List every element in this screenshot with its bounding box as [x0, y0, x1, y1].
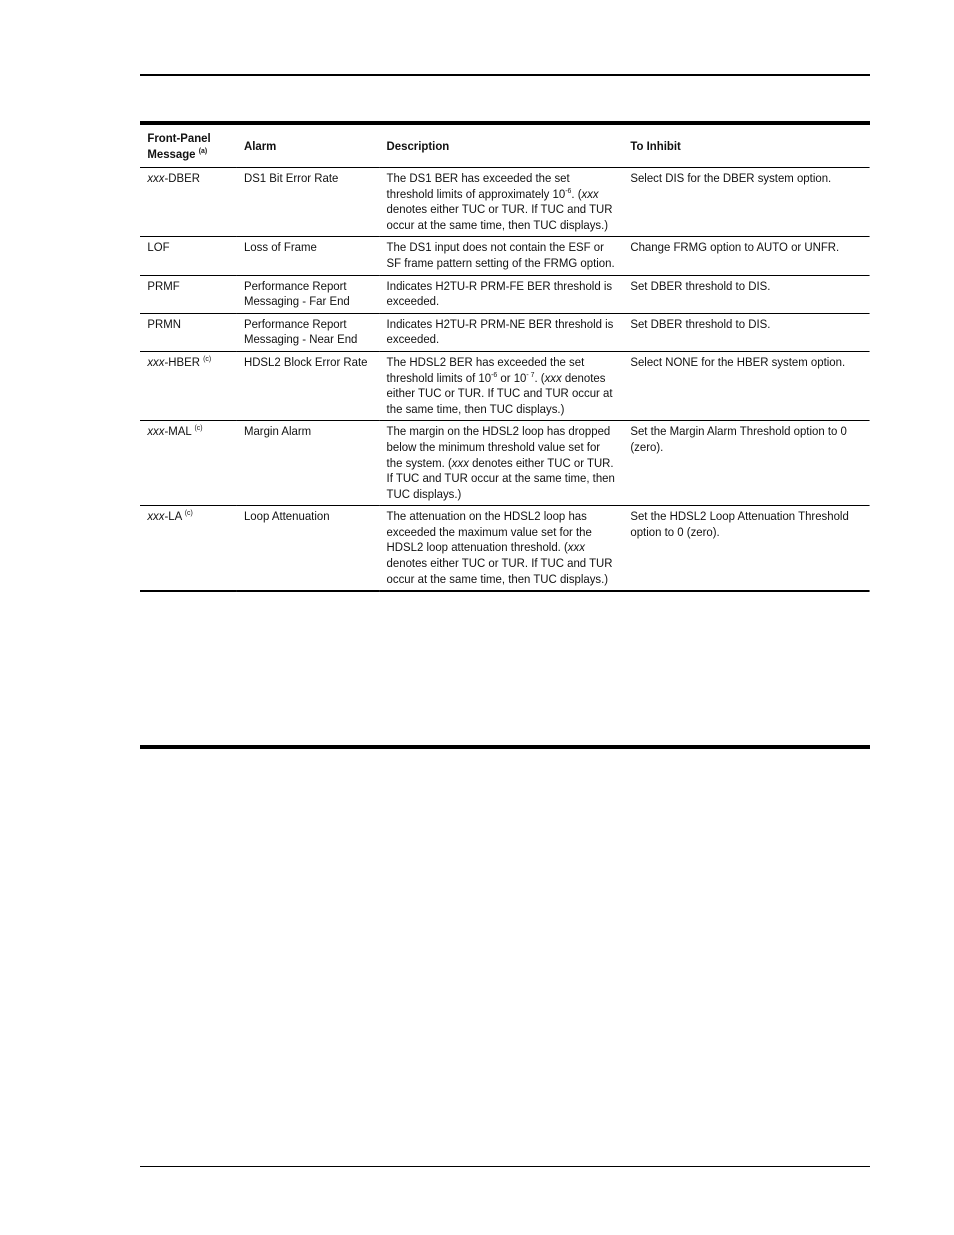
alarm-cell: Margin Alarm	[237, 421, 380, 506]
inhibit-cell: Set DBER threshold to DIS.	[623, 313, 870, 351]
header-rule	[140, 74, 870, 76]
alarm-cell: Performance Report Messaging - Near End	[237, 313, 380, 351]
alarm-cell: Loss of Frame	[237, 237, 380, 275]
message-cell: xxx-HBER $^{(c)}$	[140, 351, 237, 420]
description-cell: The attenuation on the HDSL2 loop has exceeded the maximum value set for the HDSL2 loop attenuation threshold. (xxx denotes either TUC or TUR. If TUC and TUR occur at the same time, then TUC displays.)	[379, 506, 623, 591]
message-cell: PRMF	[140, 275, 237, 313]
description-cell: The DS1 input does not contain the ESF or SF frame pattern setting of the FRMG option.	[379, 237, 623, 275]
table-row	[140, 506, 870, 591]
description-cell: The DS1 BER has exceeded the set threshold limits of approximately $10^{-6}$. (xxx denotes either TUC or TUR. If TUC and TUR occur at the same time, then TUC displays.)	[379, 168, 623, 237]
header-inhibit: To Inhibit	[623, 125, 870, 168]
inhibit-cell: Set the HDSL2 Loop Attenuation Threshold option to 0 (zero).	[623, 506, 870, 591]
table-row	[140, 237, 870, 275]
table-row	[140, 275, 870, 313]
message-cell: LOF	[140, 237, 237, 275]
footer-rule	[140, 1166, 870, 1167]
table-header-row	[140, 125, 870, 168]
inhibit-cell: Select DIS for the DBER system option.	[623, 168, 870, 237]
alarm-cell: DS1 Bit Error Rate	[237, 168, 380, 237]
alarm-cell: Loop Attenuation	[237, 506, 380, 591]
message-cell: xxx-DBER	[140, 168, 237, 237]
inhibit-cell: Change FRMG option to AUTO or UNFR.	[623, 237, 870, 275]
alarm-table	[140, 125, 870, 592]
description-cell: Indicates H2TU-R PRM-NE BER threshold is exceeded.	[379, 313, 623, 351]
header-message: Front-Panel Message $^{(a)}$	[140, 125, 237, 168]
inhibit-cell: Select NONE for the HBER system option.	[623, 351, 870, 420]
description-cell: The margin on the HDSL2 loop has dropped below the minimum threshold value set for the system. (xxx denotes either TUC or TUR. If TUC and TUR occur at the same time, then TUC displays.)	[379, 421, 623, 506]
message-cell: PRMN	[140, 313, 237, 351]
description-cell: The HDSL2 BER has exceeded the set threshold limits of $10^{-6}$ or $10^{- 7}$. (xxx denotes either TUC or TUR. If TUC and TUR occur at the same time, then TUC displays.)	[379, 351, 623, 420]
alarm-cell: Performance Report Messaging - Far End	[237, 275, 380, 313]
table-row	[140, 421, 870, 506]
table-row	[140, 313, 870, 351]
table-row	[140, 351, 870, 420]
inhibit-cell: Set the Margin Alarm Threshold option to 0 (zero).	[623, 421, 870, 506]
inhibit-cell: Set DBER threshold to DIS.	[623, 275, 870, 313]
message-cell: xxx-MAL $^{(c)}$	[140, 421, 237, 506]
description-cell: Indicates H2TU-R PRM-FE BER threshold is exceeded.	[379, 275, 623, 313]
section-divider-rule	[140, 745, 870, 749]
alarm-cell: HDSL2 Block Error Rate	[237, 351, 380, 420]
message-cell: xxx-LA $^{(c)}$	[140, 506, 237, 591]
header-alarm: Alarm	[237, 125, 380, 168]
table-row	[140, 168, 870, 237]
header-description: Description	[379, 125, 623, 168]
